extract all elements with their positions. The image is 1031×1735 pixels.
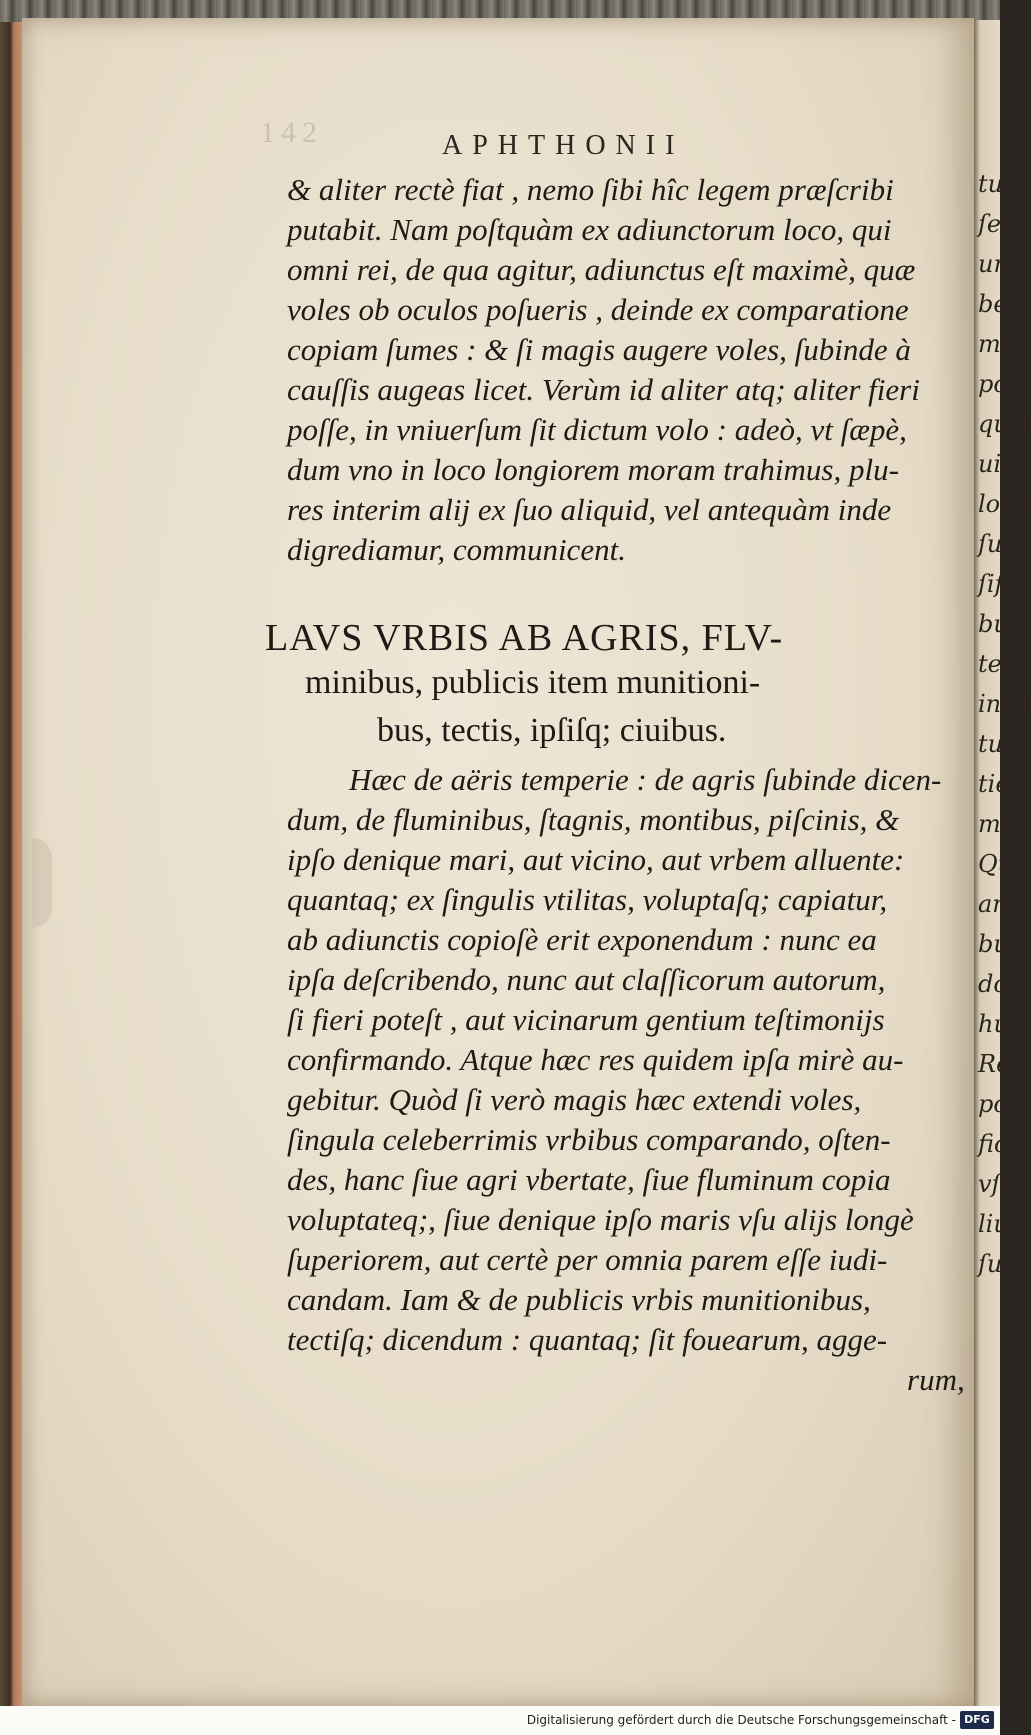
- text-line: ſingula celeberrimis vrbibus comparando, oſten-: [287, 1122, 891, 1157]
- facing-page-fragment: tum: [978, 730, 1026, 758]
- facing-page-fragment: mo: [978, 330, 1016, 358]
- facing-page-fragment: vſu: [978, 1170, 1016, 1198]
- text-line: cauſſis augeas licet. Verùm id aliter atq; aliter fieri: [287, 372, 920, 407]
- text-line: candam. Iam & de publicis vrbis munitionibus,: [287, 1282, 871, 1317]
- facing-page-edge: [974, 20, 1031, 1706]
- facing-page-fragment: inde: [978, 690, 1031, 718]
- facing-page-fragment: ſiſt: [978, 570, 1014, 598]
- facing-page-fragment: ſen: [978, 210, 1017, 238]
- text-line: res interim alij ex ſuo aliquid, vel antequàm inde: [287, 492, 892, 527]
- facing-page-fragment: tien: [978, 770, 1025, 798]
- text-line: tectiſq; dicendum : quantaq; ſit fouearum, agge-: [287, 1322, 888, 1357]
- facing-page-fragment: quæ: [978, 410, 1031, 438]
- facing-page-fragment: bus: [978, 930, 1022, 958]
- text-line: omni rei, de qua agitur, adiunctus eſt maximè, quæ: [287, 252, 916, 287]
- text-line: ab adiunctis copioſè erit exponendum : nunc ea: [287, 922, 877, 957]
- text-line: dum vno in loco longiorem moram trahimus, plu-: [287, 452, 899, 487]
- text-line: putabit. Nam poſtquàm ex adiunctorum loco, qui: [287, 212, 892, 247]
- book-page: [22, 18, 974, 1706]
- heading-line-3: bus, tectis, ipſiſq; ciuibus.: [377, 712, 727, 749]
- facing-page-fragment: mu: [978, 810, 1017, 838]
- text-line: gebitur. Quòd ſi verò magis hæc extendi voles,: [287, 1082, 862, 1117]
- text-line: & aliter rectè fiat , nemo ſibi hîc legem præſcribi: [287, 172, 894, 207]
- text-line: ipſo denique mari, aut vicino, aut vrbem alluente:: [287, 842, 905, 877]
- facing-page-fragment: uig: [978, 450, 1017, 478]
- heading-line-2: minibus, publicis item munitioni-: [305, 664, 761, 701]
- facing-page-fragment: fice: [978, 1130, 1022, 1158]
- text-line: digrediamur, communicent.: [287, 532, 626, 567]
- facing-page-fragment: tem: [978, 650, 1025, 678]
- text-line: confirmando. Atque hæc res quidem ipſa mirè au-: [287, 1042, 904, 1077]
- page-notch: [32, 838, 52, 928]
- footer-bar: [0, 1706, 1000, 1735]
- facing-page-fragment: Reg: [978, 1050, 1026, 1078]
- text-line: copiam ſumes : & ſi magis augere voles, ſubinde à: [287, 332, 911, 367]
- facing-page-fragment: am: [978, 890, 1016, 918]
- facing-page-fragment: loco: [978, 490, 1029, 518]
- facing-page-fragment: poſ: [978, 370, 1017, 398]
- text-line: poſſe, in vniuerſum ſit dictum volo : adeò, vt ſæpè,: [287, 412, 907, 447]
- facing-page-fragment: ſum: [978, 530, 1026, 558]
- facing-page-fragment: ſun: [978, 1250, 1018, 1278]
- facing-page-fragment: bell: [978, 290, 1023, 318]
- facing-page-fragment: do,: [978, 970, 1016, 998]
- text-line: ipſa deſcribendo, nunc aut claſſicorum autorum,: [287, 962, 886, 997]
- text-line: voles ob oculos poſueris , deinde ex comparatione: [287, 292, 909, 327]
- text-line: des, hanc ſiue agri vbertate, ſiue fluminum copia: [287, 1162, 891, 1197]
- facing-page-fragment: um: [978, 250, 1017, 278]
- catchword: rum,: [907, 1362, 965, 1397]
- footer-credit: Digitalisierung gefördert durch die Deutsche Forschungsgemeinschaft -: [526, 1713, 956, 1727]
- facing-page-fragment: lius: [978, 1210, 1022, 1238]
- facing-page-fragment: tun: [978, 170, 1019, 198]
- text-line: ſuperiorem, aut certè per omnia parem eſſe iudi-: [287, 1242, 888, 1277]
- running-title: APHTHONII: [442, 130, 685, 161]
- heading-line-1: LAVS VRBIS AB AGRIS, FLV-: [265, 617, 784, 659]
- facing-page-fragment: bus: [978, 610, 1022, 638]
- text-line: ſi fieri poteſt , aut vicinarum gentium teſtimonijs: [287, 1002, 885, 1037]
- text-line: voluptateq;, ſiue denique ipſo maris vſu alijs longè: [287, 1202, 914, 1237]
- text-line: quantaq; ex ſingulis vtilitas, voluptaſq; capiatur,: [287, 882, 888, 917]
- text-line: dum, de fluminibus, ſtagnis, montibus, piſcinis, &: [287, 802, 900, 837]
- facing-page-fragment: hu: [978, 1010, 1009, 1038]
- facing-page-fragment: Qu: [978, 850, 1014, 878]
- facing-page-fragment: poſ: [978, 1090, 1017, 1118]
- text-line: Hæc de aëris temperie : de agris ſubinde dicen-: [349, 762, 942, 797]
- dfg-logo-icon[interactable]: DFG: [960, 1711, 994, 1729]
- bleed-through-folio: 142: [260, 116, 323, 149]
